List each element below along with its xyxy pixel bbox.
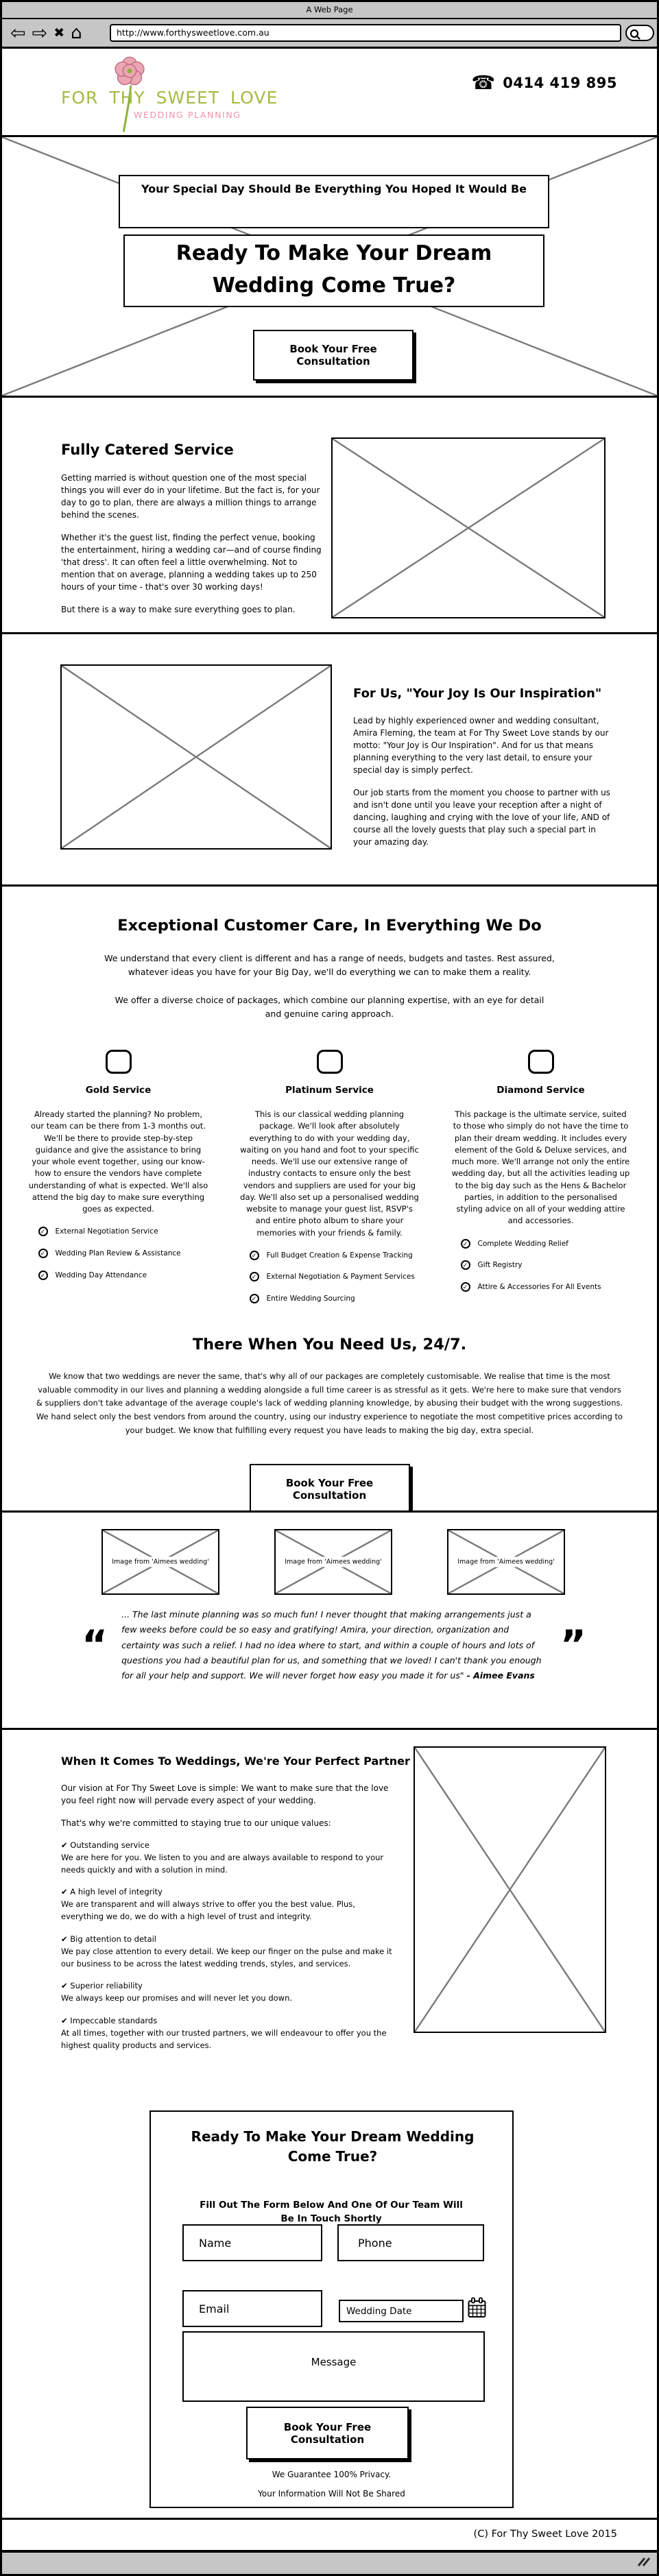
image-caption: Image from 'Aimees wedding' (276, 1557, 391, 1567)
package-name: Gold Service (85, 1085, 152, 1096)
testimonial-attribution: - Aimee Evans (466, 1670, 535, 1681)
privacy-note: We Guarantee 100% Privacy. (272, 2470, 392, 2479)
back-icon[interactable]: ⇦ (10, 22, 26, 44)
check-circle-icon: ✓ (461, 1260, 470, 1270)
resize-grip-icon[interactable] (636, 2557, 650, 2570)
section-joy (2, 632, 657, 884)
feature-label: Entire Wedding Sourcing (266, 1295, 355, 1303)
forward-icon[interactable]: ⇨ (32, 22, 48, 44)
form-title: Ready To Make Your Dream Wedding Come True? (191, 2128, 475, 2165)
check-icon: ✔ (61, 1887, 68, 1897)
section-title: Fully Catered Service (61, 442, 234, 458)
feature-item (461, 1282, 631, 1292)
value-text: At all times, together with our trusted partners, we will endeavour to offer you the highest quality products and services. (61, 2027, 387, 2050)
check-circle-icon: ✓ (250, 1272, 259, 1281)
message-field[interactable] (182, 2331, 485, 2402)
wedding-date-field[interactable] (339, 2300, 464, 2322)
check-circle-icon: ✓ (461, 1282, 470, 1292)
feature-label: Complete Wedding Relief (477, 1239, 568, 1248)
image-placeholder (331, 437, 606, 618)
copyright: (C) For Thy Sweet Love 2015 (473, 2529, 617, 2540)
close-quote-icon: ” (560, 1622, 586, 1669)
paragraph: We understand that every client is different and has a range of needs, budgets and tastes. Rest assured, whatever ideas you have for your Big Day, we'll do everything we can to make them a reality. (104, 953, 555, 977)
package-description: This is our classical wedding planning package. We'll look after absolutely everything to do with your wedding day, waiting on you hand and foot to your specific needs. We'll use our extensive range of industry contacts to ensure only the best vendors and suppliers are used for your big day. We'll also set up a personalised wedding website to manage your guest list, RSVP's and entire photo album to share your memories with your friends & family. (240, 1109, 419, 1238)
section-title: Exceptional Customer Care, In Everything We Do (117, 917, 542, 935)
feature-label: Wedding Plan Review & Assistance (55, 1249, 181, 1257)
package-name: Platinum Service (285, 1085, 374, 1096)
feature-item (38, 1249, 208, 1259)
paragraph: But there is a way to make sure everything goes to plan. (61, 605, 296, 614)
book-consultation-button[interactable]: Book Your Free Consultation (250, 1464, 410, 1510)
home-icon[interactable]: ⌂ (71, 23, 82, 43)
browser-toolbar (2, 19, 657, 49)
hero-kicker: Your Special Day Should Be Everything You Hoped It Would Be (119, 175, 549, 228)
check-icon: ✔ (61, 2015, 68, 2025)
stop-icon[interactable]: ✖ (53, 25, 65, 40)
feature-item (250, 1294, 420, 1304)
feature-item (250, 1272, 420, 1282)
feature-label: External Negotiation & Payment Services (266, 1273, 415, 1281)
calendar-icon[interactable] (468, 2297, 486, 2321)
image-placeholder (60, 664, 332, 850)
check-circle-icon: ✓ (38, 1227, 48, 1236)
feature-item (38, 1271, 208, 1281)
value-text: We always keep our promises and will never let you down. (61, 1993, 293, 2003)
site-footer (2, 2518, 657, 2550)
value-title: ✔ Big attention to detail (61, 1934, 156, 1944)
feature-label: Full Budget Creation & Expense Tracking (266, 1251, 413, 1260)
section-fully-catered (2, 398, 657, 632)
paragraph: Lead by highly experienced owner and wedding consultant, Amira Fleming, the team at For Thy Sweet Love stands by our motto: "Your Joy is Our Inspiration". And for us that means planning everything to the very last detail, to ensure your special day is simply perfect. (353, 716, 609, 775)
package-platinum (240, 1050, 420, 1304)
feature-label: Wedding Day Attendance (55, 1271, 147, 1279)
testimonial-image-placeholder (101, 1529, 219, 1595)
package-icon (317, 1050, 343, 1074)
feature-label: Attire & Accessories For All Events (477, 1282, 601, 1291)
check-circle-icon: ✓ (250, 1251, 259, 1260)
feature-label: External Negotiation Service (55, 1227, 158, 1236)
value-title: ✔ Impeccable standards (61, 2015, 158, 2025)
section-title: When It Comes To Weddings, We're Your Perfect Partner (61, 1755, 410, 1768)
privacy-note: Your Information Will Not Be Shared (258, 2489, 405, 2499)
phone-field[interactable] (337, 2224, 484, 2261)
feature-item (250, 1251, 420, 1261)
section-testimonial (2, 1510, 657, 1730)
testimonial-quote: ... The last minute planning was so much fun! I never thought that making arrangements just a few weeks before could be so easy and gratifying! Amira, your direction, organization and certainty was such a relief. I had no idea where to start, and within a couple of hours and lots of questions you had a beautiful plan for us, and something that we loved! I can't thank you enough for all your help and support. We will never forget how easy you made it for us" - Aimee Evans (121, 1609, 542, 1681)
paragraph: That's why we're committed to staying true to our unique values: (61, 1818, 331, 1828)
check-icon: ✔ (61, 1934, 68, 1944)
book-consultation-button[interactable]: Book Your Free Consultation (253, 330, 414, 381)
package-description: Already started the planning? No problem, our team can be there from 1-3 months out. We'll be there to provide step-by-step guidance and give the assistance to bring your whole event together, using our know-how to ensure the vendors have complete understanding of what is expected. We'll also attend the big day to make sure everything goes as expected. (28, 1109, 208, 1214)
site-header (2, 49, 657, 137)
package-diamond (451, 1050, 631, 1304)
paragraph: Our vision at For Thy Sweet Love is simple: We want to make sure that the love you feel right now will pervade every aspect of your wedding. (61, 1783, 389, 1805)
image-caption: Image from 'Aimees wedding' (448, 1557, 564, 1567)
feature-label: Gift Registry (477, 1261, 523, 1270)
paragraph: Our job starts from the moment you choose to partner with us and isn't done until you leave your reception after a night of dancing, laughing and crying with the love of your life, AND of course all the lovely guests that play such a special part in your amazing day. (353, 788, 610, 847)
package-gold (29, 1050, 208, 1304)
value-title: ✔ Outstanding service (61, 1840, 149, 1850)
paragraph: We know that two weddings are never the same, that's why all of our packages are completely customisable. We realise that time is the most valuable commodity in our lives and planning a wedding alongside a full time career is as stressful as it gets. We're here to make sure that vendors & suppliers don't take advantage of the average couple's lack of wedding planning knowledge, by abusing their budget with the wrong suggestions. We hand select only the best vendors from around the country, using our industry experience to negotiate the most competitive prices according to your budget. We know that fulfilling every request you have leads to making the big day, extra special. (36, 1371, 623, 1435)
package-name: Diamond Service (496, 1085, 585, 1096)
value-text: We are transparent and will always strive to offer you the best value. Plus, everything we do, we do with a high level of trust and integrity. (61, 1899, 355, 1922)
feature-item (461, 1260, 631, 1271)
check-circle-icon: ✓ (461, 1239, 470, 1249)
value-title: ✔ A high level of integrity (61, 1887, 163, 1897)
image-placeholder (414, 1746, 606, 2033)
feature-item (461, 1239, 631, 1249)
form-subtitle: Fill Out The Form Below And One Of Our Team Will Be In Touch Shortly (200, 2200, 463, 2225)
name-field[interactable] (182, 2224, 322, 2261)
value-text: We are here for you. We listen to you and are always available to respond to your needs quickly and with a solution in mind. (61, 1852, 384, 1875)
hero-image-placeholder (2, 137, 657, 398)
phone-icon: ☎ (471, 71, 496, 94)
check-icon: ✔ (61, 1981, 68, 1991)
section-customer-care (2, 884, 657, 1510)
check-circle-icon: ✓ (38, 1249, 48, 1258)
logo-subtitle: WEDDING PLANNING (134, 110, 241, 120)
window-title: A Web Page (2, 2, 657, 19)
package-description: This package is the ultimate service, suited to those who simply do not have the time to plan their dream wedding. It includes every element of the Gold & Deluxe services, and much more. We'll arrange not only the entire wedding day, but all the activities leading up to the big day such as the Hens & Bachelor parties, in addition to the personalised styling advice on all of your wedding attire and accessories. (451, 1109, 630, 1226)
value-text: We pay close attention to every detail. We keep our finger on the pulse and make it our business to be across the latest wedding trends, styles, and services. (61, 1946, 392, 1969)
paragraph: Whether it's the guest list, finding the perfect venue, booking the entertainment, hiring a wedding car—and of course finding 'that dress'. It can often feel a little overwhelming. Not to mention that on average, planning a wedding takes up to 250 hours of your time - that's over 30 working days! (61, 533, 322, 592)
paragraph: Getting married is without question one of the most special things you will ever do in your lifetime. But the fact is, for your day to go to plan, there are always a million things to arrange behind the scenes. (61, 473, 320, 520)
value-title: ✔ Superior reliability (61, 1981, 143, 1991)
phone-number: 0414 419 895 (503, 75, 617, 91)
logo-title: FOR THY SWEET LOVE (61, 88, 278, 108)
consultation-form (149, 2110, 514, 2508)
url-input[interactable]: http://www.forthysweetlove.com.au (110, 24, 621, 42)
check-circle-icon: ✓ (250, 1294, 259, 1303)
package-icon (528, 1050, 554, 1074)
section-title: For Us, "Your Joy Is Our Inspiration" (353, 686, 602, 701)
email-field[interactable] (182, 2290, 322, 2327)
browser-status-bar (2, 2550, 657, 2574)
open-quote-icon: “ (82, 1622, 108, 1669)
package-icon (106, 1050, 132, 1074)
paragraph: We offer a diverse choice of packages, which combine our planning expertise, with an eye for detail and genuine caring approach. (115, 995, 544, 1019)
hero-headline: Ready To Make Your Dream Wedding Come True? (123, 234, 544, 307)
image-caption: Image from 'Aimees wedding' (103, 1557, 218, 1567)
section-partner-and-form (2, 1730, 657, 2518)
book-consultation-button[interactable]: Book Your Free Consultation (246, 2407, 409, 2459)
header-phone[interactable] (471, 73, 617, 93)
section-title: There When You Need Us, 24/7. (192, 1335, 467, 1353)
testimonial-image-placeholder (274, 1529, 392, 1595)
check-circle-icon: ✓ (38, 1271, 48, 1280)
feature-item (38, 1227, 208, 1237)
search-box[interactable] (625, 25, 654, 41)
check-icon: ✔ (61, 1840, 68, 1850)
testimonial-image-placeholder (447, 1529, 565, 1595)
